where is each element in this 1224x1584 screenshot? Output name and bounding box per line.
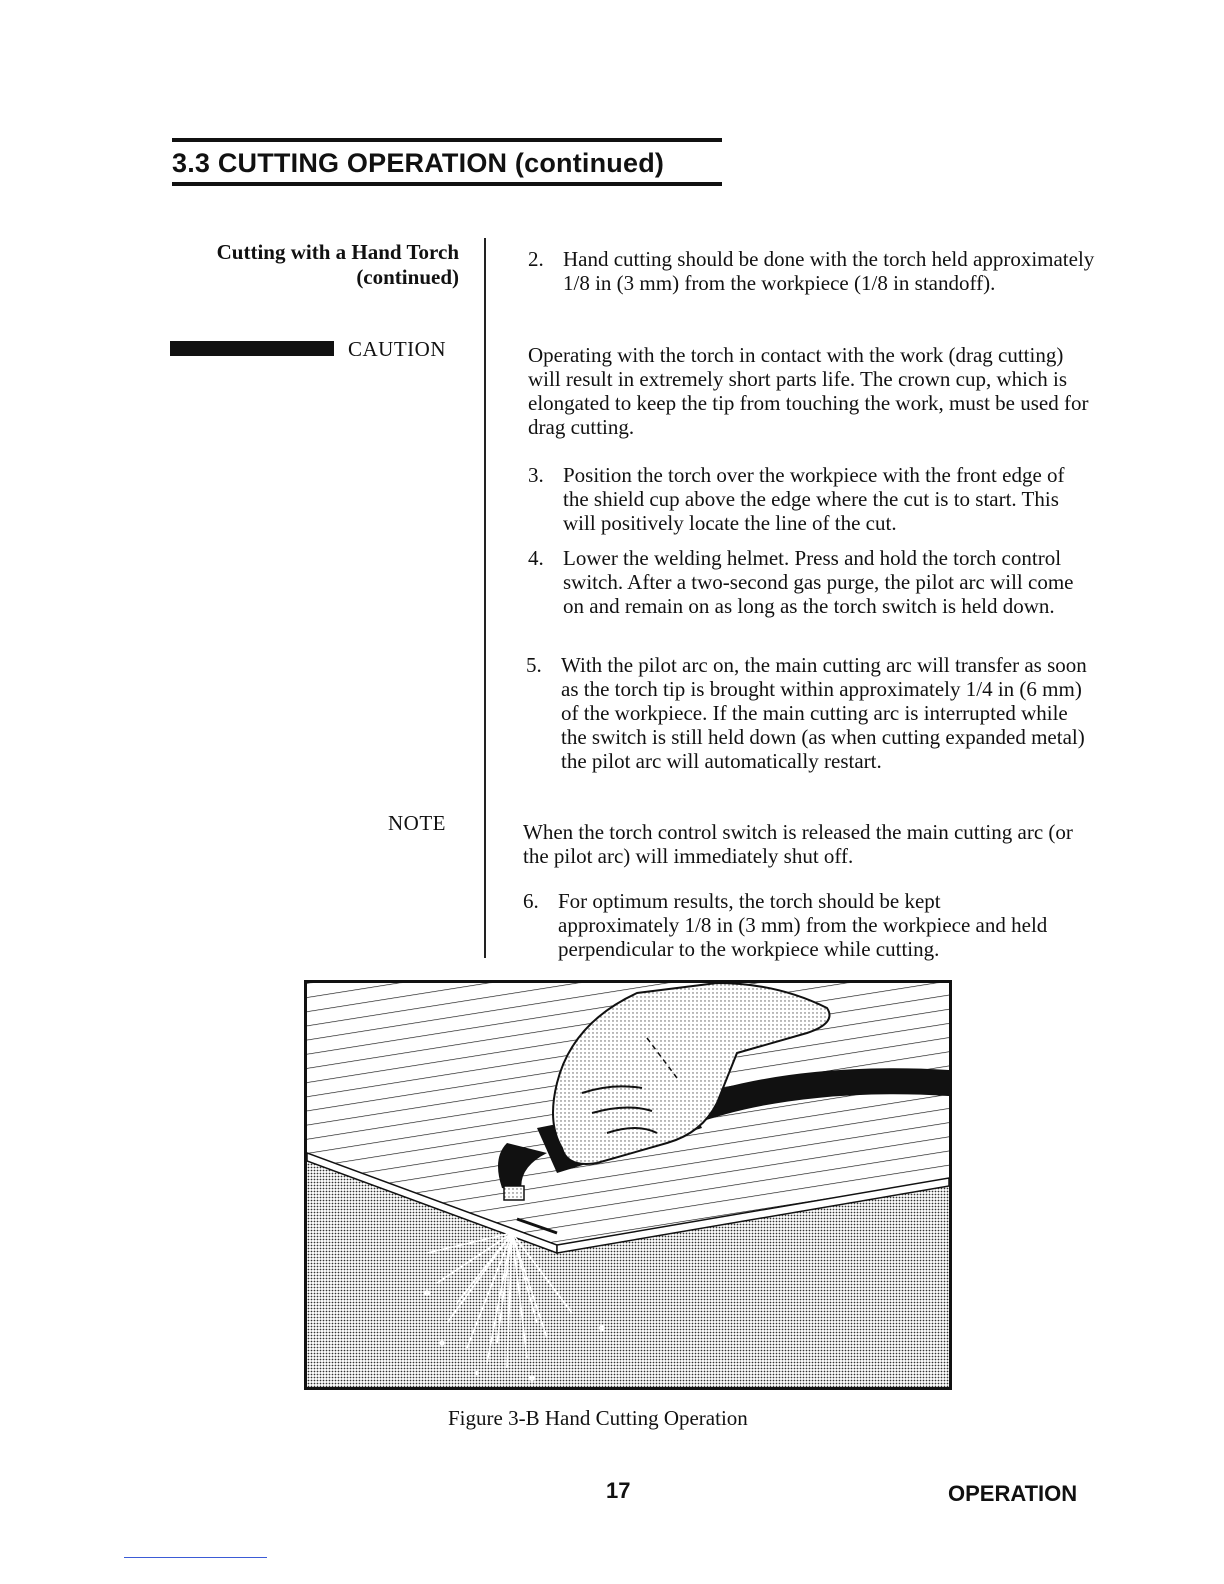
shield-cup (504, 1186, 524, 1200)
step-2 (528, 247, 1098, 295)
step-2-text: Hand cutting should be done with the torch held approximately 1/8 in (3 mm) from the workpiece (1/8 in standoff). (563, 247, 1095, 295)
step-5 (526, 653, 1094, 773)
step-6 (523, 889, 1063, 961)
step-3 (528, 463, 1093, 535)
side-heading (217, 240, 459, 290)
side-heading-line1: Cutting with a Hand Torch (216, 240, 459, 264)
step-5-text: With the pilot arc on, the main cutting arc will transfer as soon as the torch tip is brought within approximately 1/4 in (6 mm) of the workpiece. If the main cutting arc is interrupted while the switch is still held down (as when cutting expanded metal) the pilot arc will automatically restart. (561, 653, 1087, 773)
caution-bar (170, 341, 334, 356)
bottom-rule (124, 1557, 267, 1558)
footer-section-label: OPERATION (948, 1481, 1078, 1506)
hand-cutting-illustration (307, 983, 949, 1387)
figure-caption: Figure 3-B Hand Cutting Operation (448, 1406, 748, 1430)
step-2-number: 2. (528, 247, 544, 271)
section-title: 3.3 CUTTING OPERATION (continued) (172, 148, 665, 178)
header-rule-top (172, 138, 722, 142)
step-4-number: 4. (528, 546, 544, 570)
section-header (172, 138, 722, 186)
step-5-number: 5. (526, 653, 542, 677)
step-3-text: Position the torch over the workpiece with the front edge of the shield cup above the edge where the cut is to start. This will positively locate the line of the cut. (563, 463, 1065, 535)
page-number: 17 (606, 1478, 631, 1503)
step-4 (528, 546, 1093, 618)
column-divider (484, 238, 486, 958)
note-text: When the torch control switch is released the main cutting arc (or the pilot arc) will immediately shut off. (523, 820, 1073, 868)
caution-label: CAUTION (348, 337, 446, 361)
step-4-text: Lower the welding helmet. Press and hold the torch control switch. After a two-second gas purge, the pilot arc will come on and remain on as long as the torch switch is held down. (563, 546, 1074, 618)
note-label: NOTE (388, 811, 446, 835)
header-rule-bottom (172, 182, 722, 186)
step-6-text: For optimum results, the torch should be kept approximately 1/8 in (3 mm) from the workpiece and held perpendicular to the workpiece while cutting. (558, 889, 1048, 961)
step-6-number: 6. (523, 889, 539, 913)
caution-text: Operating with the torch in contact with the work (drag cutting) will result in extremely short parts life. The crown cup, which is elongated to keep the tip from touching the work, must be used for drag cutting. (528, 343, 1089, 439)
figure-hand-cutting (304, 980, 952, 1390)
step-3-number: 3. (528, 463, 544, 487)
side-heading-line2: (continued) (356, 265, 459, 289)
